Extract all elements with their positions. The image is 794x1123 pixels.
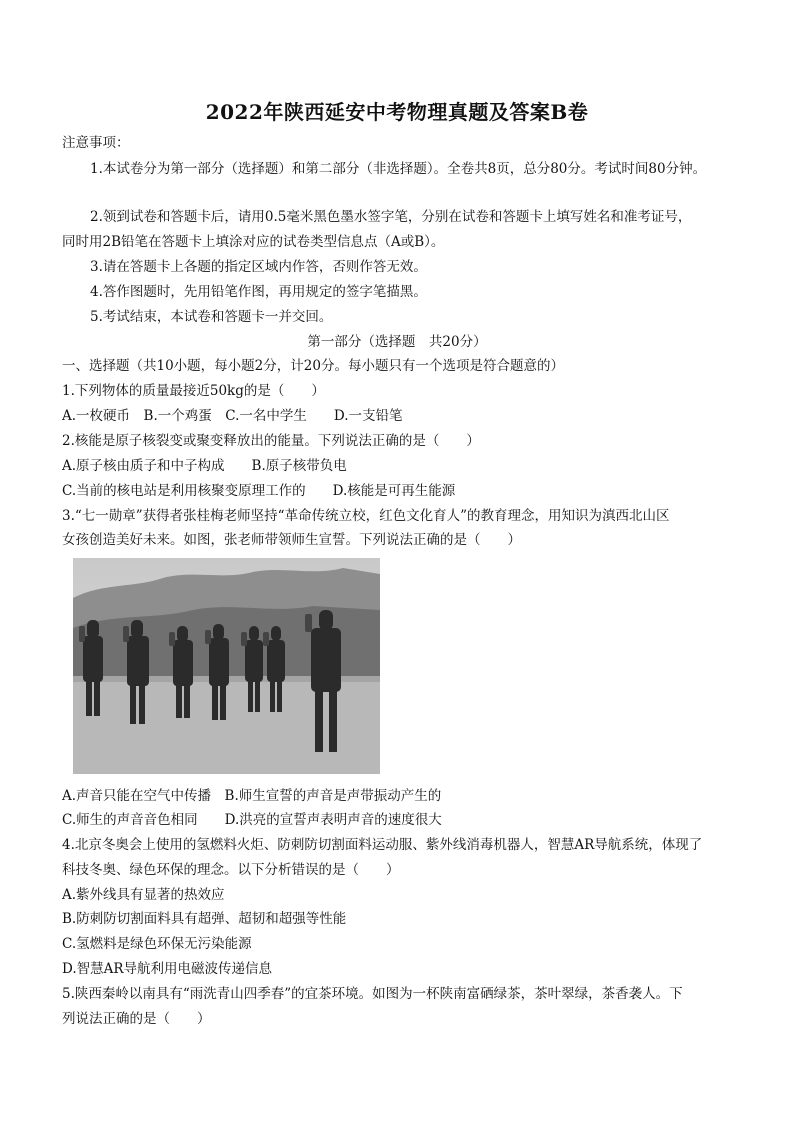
notice-item-4: 4.答作图题时，先用铅笔作图，再用规定的签字笔描黑。 <box>90 284 427 300</box>
q2-options-2: C.当前的核电站是利用核聚变原理工作的 D.核能是可再生能源 <box>62 483 456 499</box>
q3-stem-1: 3.“七一勋章”获得者张桂梅老师坚持“革命传统立校，红色文化育人”的教育理念，用知识为滇西北山区 <box>62 508 670 524</box>
oath-photo <box>73 558 380 774</box>
q4-option-b: B.防刺防切割面料具有超弹、超韧和超强等性能 <box>62 911 347 927</box>
q1-stem: 1.下列物体的质量最接近50kg的是（ ） <box>62 383 325 399</box>
q1-options: A.一枚硬币 B.一个鸡蛋 C.一名中学生 D.一支铅笔 <box>62 408 403 424</box>
q4-stem-1: 4.北京冬奥会上使用的氢燃料火炬、防刺防切割面料运动服、紫外线消毒机器人，智慧AR导航系统，体现了 <box>62 837 703 853</box>
page-title: 2022年陕西延安中考物理真题及答案B卷 <box>205 100 589 124</box>
notice-heading: 注意事项： <box>62 135 130 151</box>
q4-option-c: C.氢燃料是绿色环保无污染能源 <box>62 936 252 952</box>
notice-item-2-cont: 同时用2B铅笔在答题卡上填涂对应的试卷类型信息点（A或B）。 <box>62 234 445 250</box>
q2-options-1: A.原子核由质子和中子构成 B.原子核带负电 <box>62 458 347 474</box>
notice-item-2: 2.领到试卷和答题卡后，请用0.5毫米黑色墨水签字笔，分别在试卷和答题卡上填写姓名和准考证号， <box>90 209 692 225</box>
notice-item-1: 1.本试卷分为第一部分（选择题）和第二部分（非选择题）。全卷共8页，总分80分。考试时间80分钟。 <box>90 161 707 177</box>
notice-item-3: 3.请在答题卡上各题的指定区域内作答，否则作答无效。 <box>90 259 427 275</box>
q3-stem-2: 女孩创造美好未来。如图，张老师带领师生宣誓。下列说法正确的是（ ） <box>62 532 521 548</box>
q3-options-2: C.师生的声音音色相同 D.洪亮的宣誓声表明声音的速度很大 <box>62 812 442 828</box>
q2-stem: 2.核能是原子核裂变或聚变释放出的能量。下列说法正确的是（ ） <box>62 433 480 449</box>
q4-option-d: D.智慧AR导航利用电磁波传递信息 <box>62 961 273 977</box>
q5-stem-2: 列说法正确的是（ ） <box>62 1011 211 1027</box>
notice-item-5: 5.考试结束，本试卷和答题卡一并交回。 <box>90 309 333 325</box>
q5-stem-1: 5.陕西秦岭以南具有“雨洗青山四季春”的宜茶环境。如图为一杯陕南富硒绿茶，茶叶翠绿，茶香袭人。下 <box>62 986 683 1002</box>
q4-option-a: A.紫外线具有显著的热效应 <box>62 887 225 903</box>
q3-options-1: A.声音只能在空气中传播 B.师生宣誓的声音是声带振动产生的 <box>62 788 442 804</box>
q4-stem-2: 科技冬奥、绿色环保的理念。以下分析错误的是（ ） <box>62 862 400 878</box>
section-heading: 一、选择题（共10小题，每小题2分，计20分。每小题只有一个选项是符合题意的） <box>62 358 564 374</box>
part1-heading: 第一部分（选择题 共20分） <box>307 334 487 350</box>
